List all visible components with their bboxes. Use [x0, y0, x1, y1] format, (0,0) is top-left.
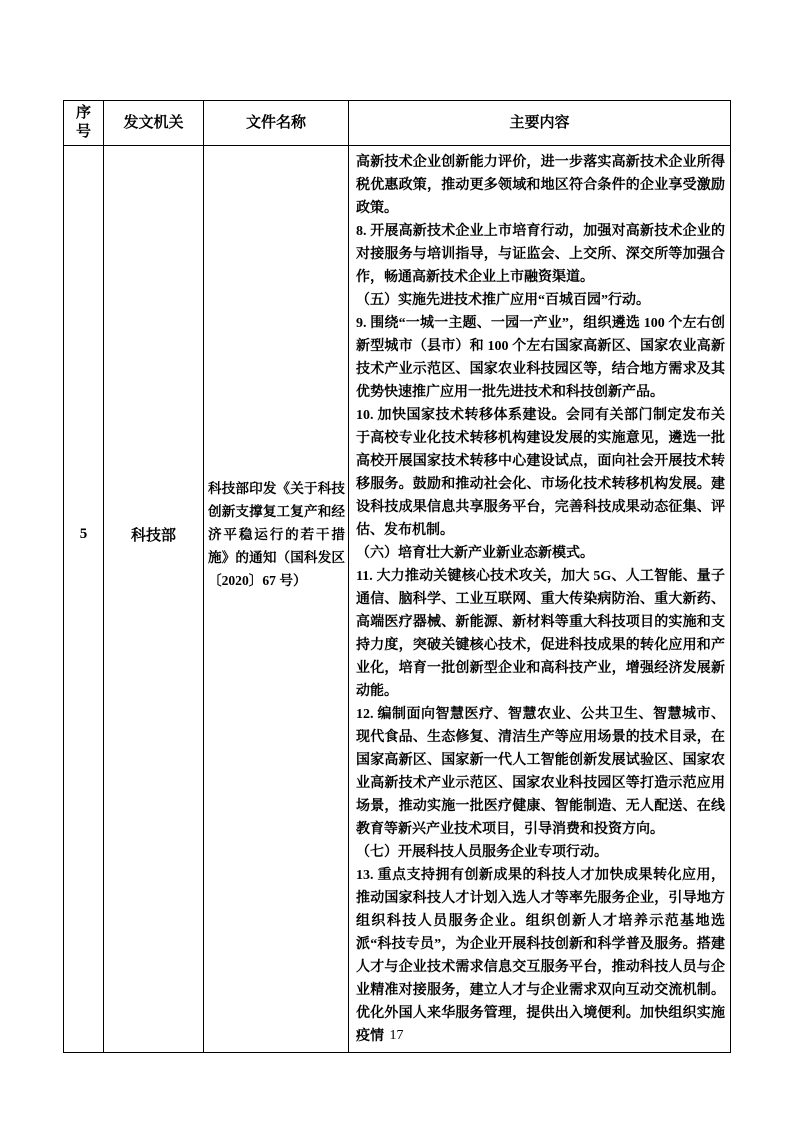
- header-content: 主要内容: [349, 101, 731, 146]
- table-header-row: [64, 101, 731, 146]
- content-paragraph: （五）实施先进技术推广应用“百城百园”行动。: [356, 293, 650, 308]
- content-paragraph: （六）培育壮大新产业新业态新模式。: [356, 546, 594, 561]
- content-paragraph: 高新技术企业创新能力评价，进一步落实高新技术企业所得税优惠政策，推动更多领域和地区符合条件的企业享受激励政策。: [356, 155, 725, 216]
- header-doc-name: 文件名称: [204, 101, 349, 146]
- content-paragraph: 8. 开展高新技术企业上市培育行动，加强对高新技术企业的对接服务与培训指导，与证监会、上交所、深交所等加强合作，畅通高新技术企业上市融资渠道。: [356, 224, 725, 285]
- content-paragraph: 12. 编制面向智慧医疗、智慧农业、公共卫生、智慧城市、现代食品、生态修复、清洁生产等应用场景的技术目录，在国家高新区、国家新一代人工智能创新发展试验区、国家农业高新技术产业示范区、国家农业科技园区等打造示范应用场景，推动实施一批医疗健康、智能制造、无人配送、在线教育等新兴产业技术项目，引导消费和投资方向。: [356, 707, 725, 837]
- content-paragraph: （七）开展科技人员服务企业专项行动。: [356, 845, 608, 860]
- header-agency: 发文机关: [104, 101, 204, 146]
- row-agency: 科技部: [104, 146, 204, 1053]
- content-paragraph: 11. 大力推动关键核心技术攻关，加大 5G、人工智能、量子通信、脑科学、工业互联网、重大传染病防治、重大新药、高端医疗器械、新能源、新材料等重大科技项目的实施和支持力度，突破关键核心技术，促进科技成果的转化应用和产业化，培育一批创新型企业和高科技产业，增强经济发展新动能。: [356, 569, 725, 699]
- content-paragraph: 13. 重点支持拥有创新成果的科技人才加快成果转化应用，推动国家科技人才计划入选人才等率先服务企业，引导地方组织科技人员服务企业。组织创新人才培养示范基地选派“科技专员”，为企业开展科技创新和科学普及服务。搭建人才与企业技术需求信息交互服务平台，推动科技人员与企业精准对接服务，建立人才与企业需求双向互动交流机制。优化外国人来华服务管理，提供出入境便利。加快组织实施疫情: [356, 868, 725, 1044]
- row-main-content: [349, 146, 731, 1053]
- content-paragraph: 10. 加快国家技术转移体系建设。会同有关部门制定发布关于高校专业化技术转移机构建设发展的实施意见，遴选一批高校开展国家技术转移中心建设试点，面向社会开展技术转移服务。鼓励和推动社会化、市场化技术转移机构发展。建设科技成果信息共享服务平台，完善科技成果动态征集、评估、发布机制。: [356, 408, 725, 538]
- policy-documents-table: [63, 100, 731, 1053]
- row-index: 5: [64, 146, 104, 1053]
- page-number: 17: [389, 1028, 404, 1043]
- content-paragraph: 9. 围绕“一城一主题、一园一产业”，组织遴选 100 个左右创新型城市（县市）和 100 个左右国家高新区、国家农业高新技术产业示范区、国家农业科技园区等，结合地方需求及其优势快速推广应用一批先进技术和科技创新产品。: [356, 316, 725, 400]
- row-doc-name: 科技部印发《关于科技创新支撑复工复产和经济平稳运行的若干措施》的通知（国科发区〔2020〕67 号）: [204, 146, 349, 1053]
- table-row: [64, 146, 731, 1053]
- header-index: 序号: [64, 101, 104, 146]
